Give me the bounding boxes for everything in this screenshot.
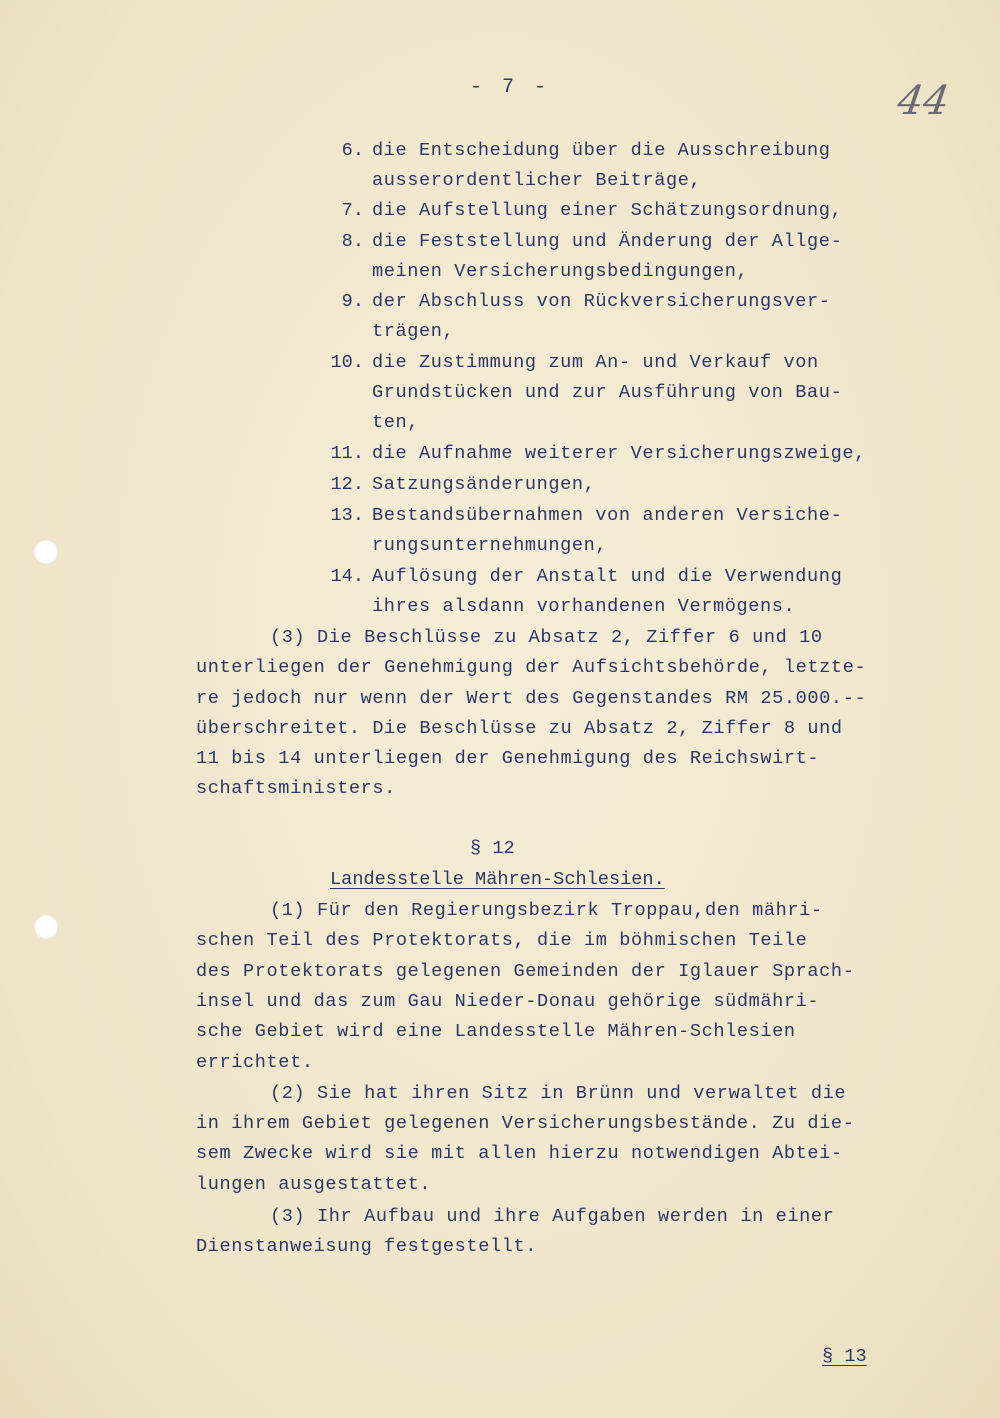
paragraph-line: (2) Sie hat ihren Sitz in Brünn und verwaltet die: [270, 1083, 847, 1104]
paragraph-line: schen Teil des Protektorats, die im böhmischen Teile: [196, 930, 808, 951]
paragraph-line: 11 bis 14 unterliegen der Genehmigung des Reichswirt-: [196, 748, 820, 769]
list-item-line: trägen,: [372, 321, 455, 342]
paragraph-line: sche Gebiet wird eine Landesstelle Mähren-Schlesien: [196, 1021, 796, 1042]
paragraph-line: des Protektorats gelegenen Gemeinden der Iglauer Sprach-: [196, 961, 855, 982]
list-item-number: 12.: [330, 474, 364, 495]
page-number: - 7 -: [470, 76, 551, 99]
section-mark: § 12: [470, 838, 515, 859]
paragraph-line: in ihrem Gebiet gelegenen Versicherungsbestände. Zu die-: [196, 1113, 855, 1134]
paragraph-line: errichtet.: [196, 1052, 314, 1073]
paragraph-line: (1) Für den Regierungsbezirk Troppau,den mähri-: [270, 900, 823, 921]
list-item-line: ausserordentlicher Beiträge,: [372, 170, 702, 191]
paragraph-line: Dienstanweisung festgestellt.: [196, 1236, 537, 1257]
list-item-number: 8.: [341, 231, 364, 252]
list-item-line: meinen Versicherungsbedingungen,: [372, 261, 749, 282]
list-item-number: 9.: [341, 291, 364, 312]
list-item-line: rungsunternehmungen,: [372, 535, 608, 556]
punch-hole-top: [34, 540, 58, 564]
paragraph-line: schaftsministers.: [196, 778, 396, 799]
list-item-line: Grundstücken und zur Ausführung von Bau-: [372, 382, 843, 403]
folio-mark: 44: [894, 78, 953, 124]
list-item-line: die Aufstellung einer Schätzungsordnung,: [372, 200, 843, 221]
paragraph-line: (3) Die Beschlüsse zu Absatz 2, Ziffer 6 und 10: [270, 627, 823, 648]
paragraph-line: lungen ausgestattet.: [196, 1174, 432, 1195]
paragraph-line: (3) Ihr Aufbau und ihre Aufgaben werden in einer: [270, 1206, 835, 1227]
list-item-number: 11.: [330, 443, 364, 464]
list-item-number: 6.: [341, 140, 364, 161]
list-item-line: die Entscheidung über die Ausschreibung: [372, 140, 831, 161]
list-item-line: die Zustimmung zum An- und Verkauf von: [372, 352, 819, 373]
section-title: Landesstelle Mähren-Schlesien.: [330, 869, 665, 890]
paragraph-line: überschreitet. Die Beschlüsse zu Absatz 2, Ziffer 8 und: [196, 718, 843, 739]
list-item-line: ihres alsdann vorhandenen Vermögens.: [372, 596, 796, 617]
paragraph-line: sem Zwecke wird sie mit allen hierzu notwendigen Abtei-: [196, 1143, 843, 1164]
list-item-line: der Abschluss von Rückversicherungsver-: [372, 291, 831, 312]
list-item-number: 7.: [341, 200, 364, 221]
list-item-line: die Feststellung und Änderung der Allge-: [372, 231, 843, 252]
list-item-line: ten,: [372, 412, 420, 433]
list-item-number: 10.: [330, 352, 364, 373]
list-item-line: Bestandsübernahmen von anderen Versiche-: [372, 505, 843, 526]
catchword-next-section: § 13: [822, 1346, 867, 1367]
list-item-line: die Aufnahme weiterer Versicherungszweige,: [372, 443, 866, 464]
list-item-number: 14.: [330, 566, 364, 587]
list-item-number: 13.: [330, 505, 364, 526]
paragraph-line: insel und das zum Gau Nieder-Donau gehörige südmähri-: [196, 991, 820, 1012]
list-item-line: Auflösung der Anstalt und die Verwendung: [372, 566, 843, 587]
paragraph-line: re jedoch nur wenn der Wert des Gegenstandes RM 25.000.--: [196, 688, 867, 709]
punch-hole-bottom: [34, 915, 58, 939]
paragraph-line: unterliegen der Genehmigung der Aufsichtsbehörde, letzte-: [196, 657, 867, 678]
list-item-line: Satzungsänderungen,: [372, 474, 596, 495]
